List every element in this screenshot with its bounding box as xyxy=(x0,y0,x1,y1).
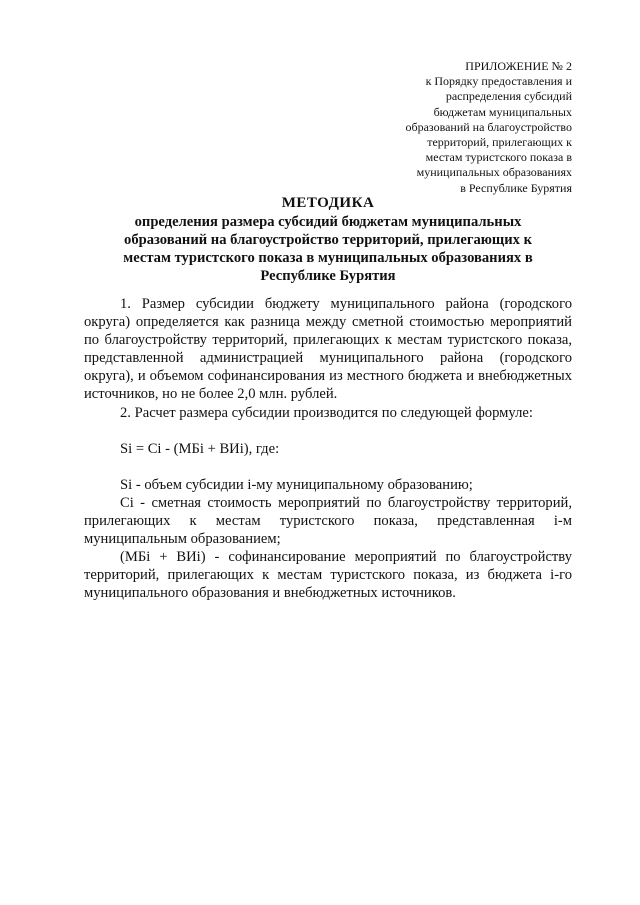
document-body xyxy=(84,295,572,602)
subtitle-line: определения размера субсидий бюджетам муниципальных xyxy=(134,214,522,230)
subtitle-line: Республике Бурятия xyxy=(260,268,396,284)
appendix-line: муниципальных образованиях xyxy=(416,165,572,180)
document-title xyxy=(84,193,572,285)
appendix-line: в Республике Бурятия xyxy=(460,180,572,195)
appendix-header xyxy=(360,59,572,196)
appendix-line: образований на благоустройство xyxy=(405,119,572,134)
appendix-line: бюджетам муниципальных xyxy=(433,104,572,119)
definition-si: Si - объем субсидии i-му муниципальному образованию; xyxy=(120,476,473,493)
definition-ci: Ci - сметная стоимость мероприятий по благоустройству территорий, прилегающих к местам туристского показа, представленная i-м муниципальным образованием; xyxy=(84,494,572,548)
paragraph-2: 2. Расчет размера субсидии производится по следующей формуле: xyxy=(120,404,533,421)
subtitle-line: местам туристского показа в муниципальных образованиях в xyxy=(123,250,533,266)
appendix-line: к Порядку предоставления и xyxy=(425,74,572,89)
blank-line xyxy=(84,458,572,476)
appendix-line: территорий, прилегающих к xyxy=(427,135,572,150)
appendix-line: ПРИЛОЖЕНИЕ № 2 xyxy=(465,59,572,73)
paragraph-1: 1. Размер субсидии бюджету муниципального района (городского округа) определяется как разница между сметной стоимостью мероприятий по благоустройству территорий, прилегающих к местам туристского показа, представленной администрацией муниципального района (городского округа), и объемом софинансирования из местного бюджета и внебюджетных источников, но не более 2,0 млн. рублей. xyxy=(84,296,572,403)
blank-line xyxy=(84,422,572,440)
definition-mbi-vii: (МБi + ВИi) - софинансирование мероприятий по благоустройству территорий, прилегающих к местам туристского показа, из бюджета i-го муниципального образования и внебюджетных источников. xyxy=(84,549,572,602)
formula: Si = Ci - (МБi + ВИi), где: xyxy=(120,440,280,457)
appendix-line: местам туристского показа в xyxy=(425,150,572,165)
title-main: МЕТОДИКА xyxy=(281,195,375,211)
title-subtitle xyxy=(84,213,572,285)
subtitle-line: образований на благоустройство территорий, прилегающих к xyxy=(124,232,532,248)
appendix-line: распределения субсидий xyxy=(445,89,572,104)
